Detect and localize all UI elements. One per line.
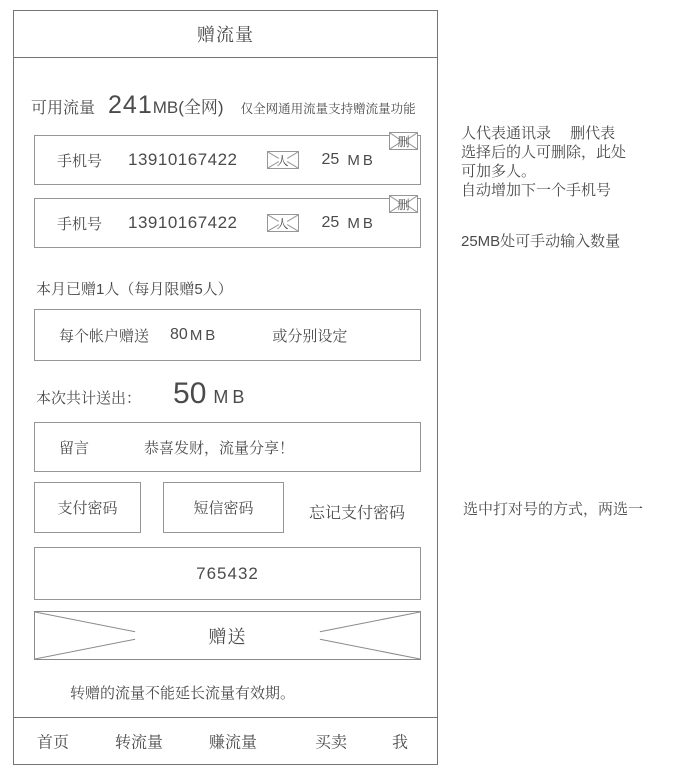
gift-button-label: 赠送 — [208, 626, 247, 647]
available-data-value: 241 — [108, 91, 153, 119]
person-icon: 人 — [276, 216, 289, 231]
message-label: 留言 — [59, 439, 90, 457]
pay-password-option[interactable] — [34, 482, 141, 533]
gift-amount-field[interactable]: 25 — [321, 151, 340, 168]
annotation-line: 自动增加下一个手机号 — [461, 182, 612, 199]
annotation-contacts-note — [461, 124, 626, 200]
gift-submit-button[interactable] — [34, 611, 421, 660]
gift-amount-unit: MB — [347, 151, 376, 169]
total-value: 50 — [173, 377, 207, 410]
monthly-limit-status: 本月已赠1人（每月限赠5人） — [36, 281, 233, 298]
total-label: 本次共计送出： — [36, 390, 142, 407]
message-input[interactable]: 恭喜发财，流量分享！ — [144, 439, 295, 457]
nav-item-earn-data[interactable]: 赚流量 — [209, 734, 258, 752]
per-account-amount-unit: MB — [189, 326, 219, 344]
contacts-picker-button[interactable] — [267, 151, 299, 169]
page-title: 赠流量 — [197, 25, 254, 45]
annotation-line: 人代表通讯录 删代表 — [461, 125, 616, 142]
delete-recipient-button[interactable] — [389, 132, 418, 150]
phone-number-label: 手机号 — [57, 152, 103, 170]
nav-item-buy-sell[interactable]: 买卖 — [315, 734, 348, 752]
set-individually-option[interactable]: 或分别设定 — [272, 327, 348, 345]
sms-password-label: 短信密码 — [193, 500, 254, 517]
nav-item-home[interactable]: 首页 — [37, 734, 70, 752]
password-code-input[interactable]: 765432 — [34, 547, 421, 600]
available-data-unit: MB(全网) — [152, 98, 224, 117]
annotation-line: 可加多人。 — [461, 163, 537, 180]
sms-password-option[interactable] — [163, 482, 284, 533]
gift-amount-unit: MB — [347, 214, 376, 232]
phone-number-field[interactable]: 13910167422 — [128, 150, 238, 169]
validity-footnote: 转赠的流量不能延长流量有效期。 — [70, 685, 296, 702]
forgot-password-link[interactable]: 忘记支付密码 — [309, 505, 406, 522]
per-account-gift-box — [34, 309, 421, 361]
available-data-label: 可用流量 — [31, 100, 96, 117]
phone-frame — [13, 10, 438, 765]
per-account-label: 每个帐户赠送 — [59, 327, 150, 345]
person-icon: 人 — [276, 153, 289, 168]
phone-number-label: 手机号 — [57, 215, 103, 233]
delete-icon: 删 — [397, 197, 410, 212]
per-account-amount-field[interactable]: 80 — [170, 326, 188, 343]
nav-item-me[interactable]: 我 — [392, 734, 409, 752]
available-data-row — [31, 91, 426, 120]
total-gift-row — [36, 377, 248, 411]
recipient-row — [34, 198, 421, 248]
available-data-note: 仅全网通用流量支持赠流量功能 — [240, 102, 416, 116]
message-box — [34, 422, 421, 472]
phone-number-field[interactable]: 13910167422 — [128, 213, 238, 232]
annotation-password-note: 选中打对号的方式，两选一 — [463, 501, 644, 518]
annotation-amount-note: 25MB处可手动输入数量 — [461, 233, 621, 250]
delete-recipient-button[interactable] — [389, 195, 418, 213]
contacts-picker-button[interactable] — [267, 214, 299, 232]
gift-amount-field[interactable]: 25 — [321, 214, 340, 231]
bottom-nav-bar — [14, 717, 437, 764]
annotation-line: 选择后的人可删除，此处 — [461, 144, 627, 161]
title-bar — [14, 11, 437, 58]
nav-item-transfer-data[interactable]: 转流量 — [115, 734, 164, 752]
pay-password-label: 支付密码 — [57, 500, 118, 517]
recipient-row — [34, 135, 421, 185]
delete-icon: 删 — [397, 134, 410, 149]
total-unit: MB — [213, 387, 249, 407]
